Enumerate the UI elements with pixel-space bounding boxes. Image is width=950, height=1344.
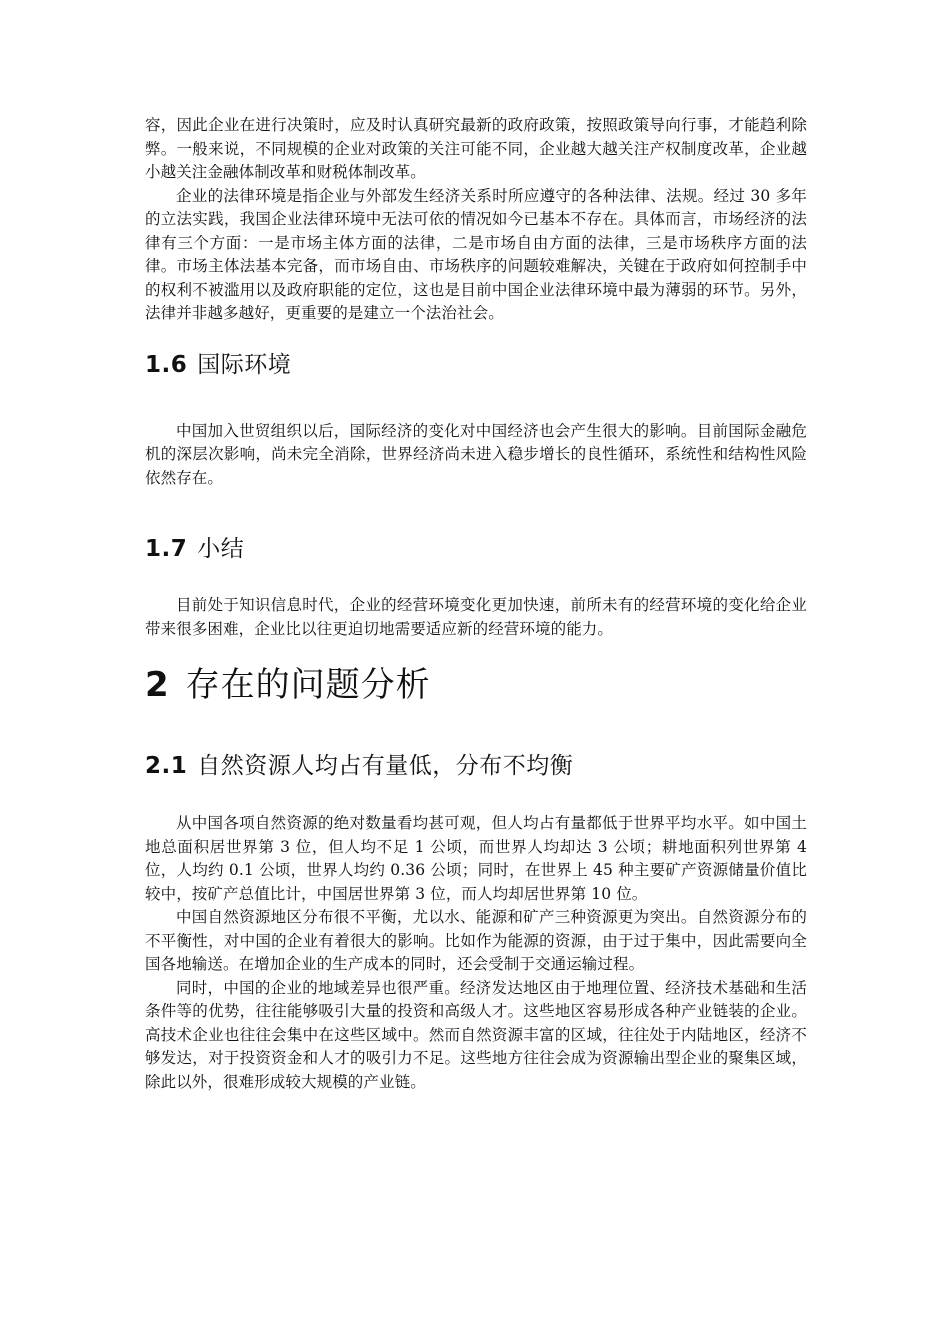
- section-number: 1.6: [145, 351, 188, 378]
- section-title: 自然资源人均占有量低，分布不均衡: [197, 753, 574, 779]
- paragraph-resource-distribution: 中国自然资源地区分布很不平衡，尤以水、能源和矿产三种资源更为突出。自然资源分布的不平衡性，对中国的企业有着很大的影响。比如作为能源的资源，由于过于集中，因此需要向全国各地输送。在增加企业的生产成本的同时，还会受制于交通运输过程。: [145, 908, 807, 973]
- chapter-number: 2: [145, 665, 170, 705]
- section-heading-1-6: [145, 350, 807, 380]
- section-title: 小结: [197, 536, 245, 562]
- section-title: 国际环境: [197, 351, 292, 378]
- document-page: [145, 114, 807, 1094]
- paragraph-summary: 目前处于知识信息时代，企业的经营环境变化更加快速，前所未有的经营环境的变化给企业带来很多困难，企业比以往更迫切地需要适应新的经营环境的能力。: [145, 596, 807, 638]
- paragraph-policy-continued: 容，因此企业在进行决策时，应及时认真研究最新的政府政策，按照政策导向行事，才能趋利除弊。一般来说，不同规模的企业对政策的关注可能不同，企业越大越关注产权制度改革，企业越小越关注金融体制改革和财税体制改革。: [145, 116, 807, 181]
- paragraph-resource-quantity: 从中国各项自然资源的绝对数量看均甚可观，但人均占有量都低于世界平均水平。如中国土地总面积居世界第 3 位，但人均不足 1 公顷，而世界人均却达 3 公顷；耕地面积列世界第 4 位，人均约 0.1 公顷，世界人均约 0.36 公顷；同时，在世界上 45 种主要矿产资源储量价值比较中，按矿产总值比计，中国居世界第 3 位，而人均却居世界第 10 位。: [145, 814, 807, 903]
- paragraph-legal-environment: 企业的法律环境是指企业与外部发生经济关系时所应遵守的各种法律、法规。经过 30 多年的立法实践，我国企业法律环境中无法可依的情况如今已基本不存在。具体而言，市场经济的法律有三个方面：一是市场主体方面的法律，二是市场自由方面的法律，三是市场秩序方面的法律。市场主体法基本完备，而市场自由、市场秩序的问题较难解决，关键在于政府如何控制手中的权利不被滥用以及政府职能的定位，这也是目前中国企业法律环境中最为薄弱的环节。另外，法律并非越多越好，更重要的是建立一个法治社会。: [145, 186, 807, 322]
- chapter-title: 存在的问题分析: [185, 665, 431, 705]
- chapter-heading-2: [145, 663, 807, 707]
- section-heading-1-7: [145, 534, 807, 564]
- paragraph-international-environment: 中国加入世贸组织以后，国际经济的变化对中国经济也会产生很大的影响。目前国际金融危机的深层次影响，尚未完全消除，世界经济尚未进入稳步增长的良性循环，系统性和结构性风险依然存在。: [145, 421, 807, 487]
- paragraph-regional-difference: 同时，中国的企业的地域差异也很严重。经济发达地区由于地理位置、经济技术基础和生活条件等的优势，往往能够吸引大量的投资和高级人才。这些地区容易形成各种产业链装的企业。高技术企业也往往会集中在这些区域中。然而自然资源丰富的区域，往往处于内陆地区，经济不够发达，对于投资资金和人才的吸引力不足。这些地方往往会成为资源输出型企业的聚集区域，除此以外，很难形成较大规模的产业链。: [145, 978, 807, 1091]
- section-number: 2.1: [145, 753, 188, 779]
- section-number: 1.7: [145, 536, 188, 562]
- section-heading-2-1: [145, 751, 807, 781]
